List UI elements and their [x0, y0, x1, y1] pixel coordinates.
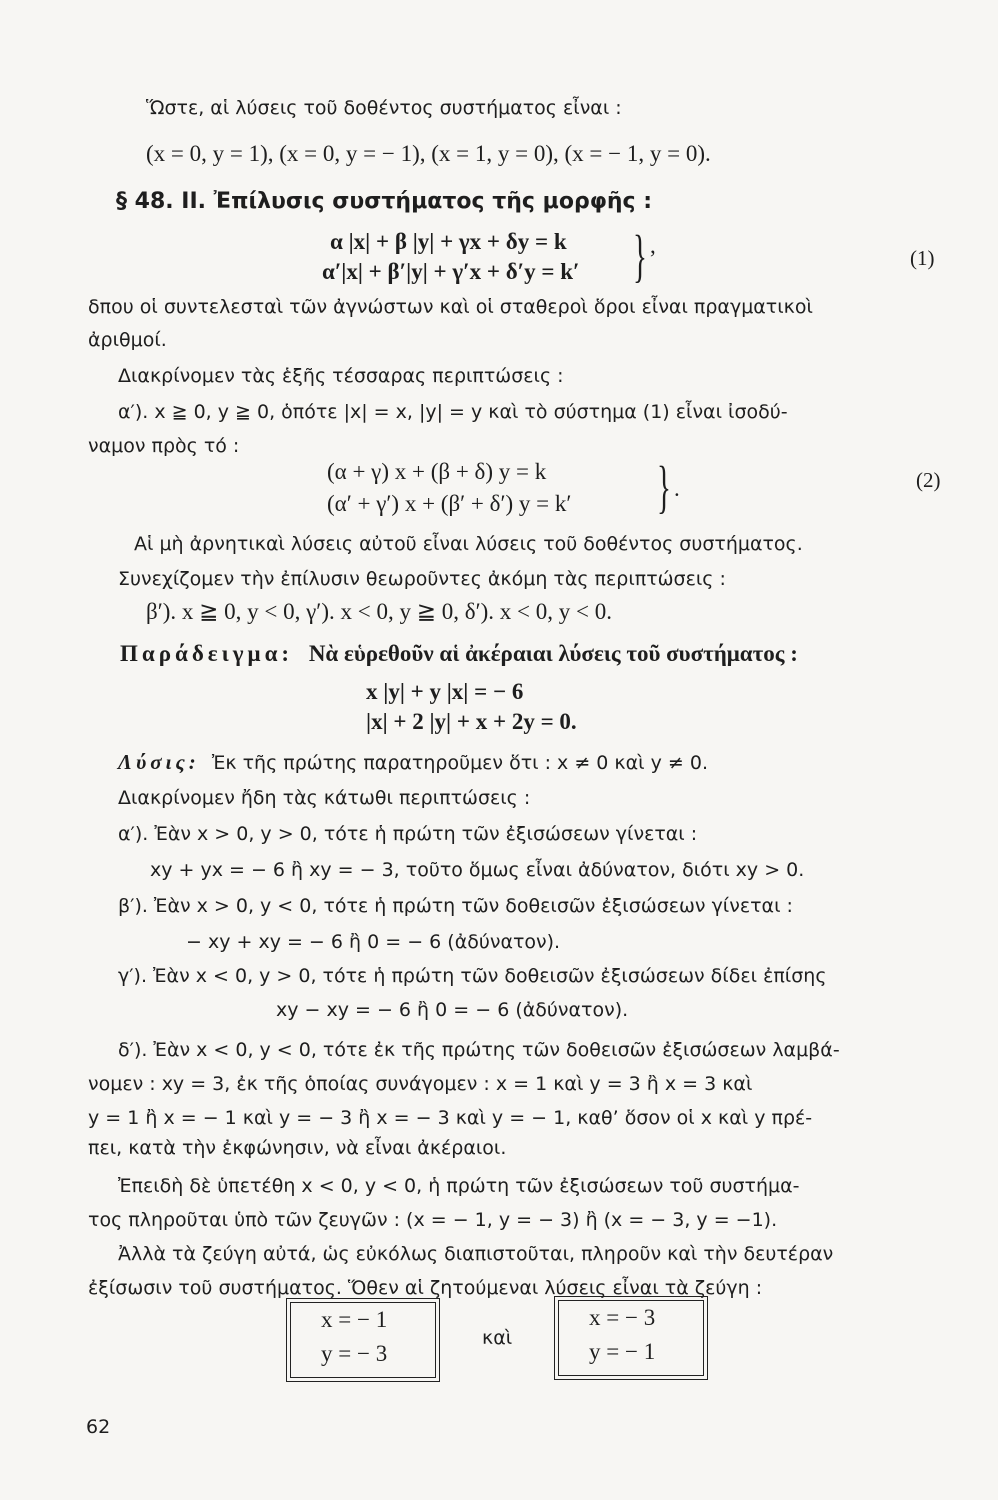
answer-x: x = − 1 — [321, 1307, 388, 1332]
text-line: xy + yx = − 6 ἢ xy = − 3, τοῦτο ὅμως εἶναι ἀδύνατον, διότι xy > 0. — [150, 859, 805, 881]
system2-eq2: (α′ + γ′) x + (β′ + δ′) y = k′ — [327, 491, 572, 516]
text-line: Ἀλλὰ τὰ ζεύγη αὐτά, ὡς εὐκόλως διαπιστοῦται, πληροῦν καὶ τὴν δευτέραν — [118, 1243, 834, 1265]
text-line: ἀριθμοί. — [88, 329, 167, 351]
text-line: Διακρίνομεν ἤδη τὰς κάτωθι περιπτώσεις : — [118, 787, 531, 809]
text-line: δ′). Ἐὰν x < 0, y < 0, τότε ἐκ τῆς πρώτης τῶν δοθεισῶν ἐξισώσεων λαμβά- — [118, 1039, 840, 1061]
text-line: Διακρίνομεν τὰς ἑξῆς τέσσαρας περιπτώσεις : — [118, 365, 564, 387]
text-line: α′). x ≧ 0, y ≧ 0, ὁπότε |x| = x, |y| = y καὶ τὸ σύστημα (1) εἶναι ἰσοδύ- — [118, 401, 788, 423]
cases-line: β′). x ≧ 0, y < 0, γ′). x < 0, y ≧ 0, δ′). x < 0, y < 0. — [146, 599, 612, 624]
example-label: Παράδειγμα: — [120, 641, 294, 666]
text-line: γ′). Ἐὰν x < 0, y > 0, τότε ἡ πρώτη τῶν δοθεισῶν ἐξισώσεων δίδει ἐπίσης — [118, 965, 827, 987]
example-eq2: |x| + 2 |y| + x + 2y = 0. — [366, 709, 577, 734]
text-line: β′). Ἐὰν x > 0, y < 0, τότε ἡ πρώτη τῶν δοθεισῶν ἐξισώσεων γίνεται : — [118, 895, 793, 917]
answer-box-2 — [554, 1296, 708, 1380]
answer-box-1 — [286, 1298, 440, 1382]
equation-label-2: (2) — [916, 468, 941, 492]
right-brace: } — [656, 454, 671, 519]
example-text: Νὰ εὑρεθοῦν αἱ ἀκέραιαι λύσεις τοῦ συστήματος : — [308, 641, 798, 666]
text-line: δπου οἱ συντελεσταὶ τῶν ἀγνώστων καὶ οἱ σταθεροὶ ὅροι εἶναι πραγματικοὶ — [88, 296, 813, 318]
text-line: νομεν : xy = 3, ἐκ τῆς ὁποίας συνάγομεν : x = 1 καὶ y = 3 ἢ x = 3 καὶ — [88, 1073, 753, 1095]
answer-y: y = − 1 — [589, 1339, 656, 1364]
system1-eq1: α |x| + β |y| + γx + δy = k — [330, 229, 567, 254]
solution-text: Ἐκ τῆς πρώτης παρατηροῦμεν ὅτι : x ≠ 0 καὶ y ≠ 0. — [211, 752, 708, 774]
text-line: Ὥστε, αἱ λύσεις τοῦ δοθέντος συστήματος εἶναι : — [146, 97, 622, 119]
answer-y: y = − 3 — [321, 1341, 388, 1366]
right-brace: } — [632, 223, 647, 288]
system2-dot: . — [674, 476, 680, 501]
answer-x: x = − 3 — [589, 1305, 656, 1330]
text-line: τος πληροῦται ὑπὸ τῶν ζευγῶν : (x = − 1, y = − 3) ἢ (x = − 3, y = −1). — [88, 1209, 778, 1231]
solution-line — [118, 748, 708, 777]
text-line: ναμον πρὸς τό : — [88, 435, 240, 457]
text-line: Συνεχίζομεν τὴν ἐπίλυσιν θεωροῦντες ἀκόμη τὰς περιπτώσεις : — [118, 568, 726, 590]
solution-label: Λύσις: — [118, 750, 200, 774]
text-line: α′). Ἐὰν x > 0, y > 0, τότε ἡ πρώτη τῶν ἐξισώσεων γίνεται : — [118, 823, 698, 845]
section-heading: § 48. II. Ἐπίλυσις συστήματος τῆς μορφῆς : — [116, 189, 653, 214]
system1-eq2: α′|x| + β′|y| + γ′x + δ′y = k′ — [322, 259, 580, 284]
answers-connector: καὶ — [482, 1327, 513, 1349]
text-line: πει, κατὰ τὴν ἐκφώνησιν, νὰ εἶναι ἀκέραιοι. — [88, 1137, 507, 1159]
system2-eq1: (α + γ) x + (β + δ) y = k — [327, 459, 547, 484]
text-line: Ἐπειδὴ δὲ ὑπετέθη x < 0, y < 0, ἡ πρώτη τῶν ἐξισώσεων τοῦ συστήμα- — [118, 1175, 800, 1197]
equation-label-1: (1) — [910, 246, 935, 270]
text-line: ἐξίσωσιν τοῦ συστήματος. Ὅθεν αἱ ζητούμεναι λύσεις εἶναι τὰ ζεύγη : — [88, 1277, 763, 1299]
text-line: Αἱ μὴ ἀρνητικαὶ λύσεις αὐτοῦ εἶναι λύσεις τοῦ δοθέντος συστήματος. — [134, 533, 803, 555]
system1-comma: , — [650, 233, 656, 258]
text-line: − xy + xy = − 6 ἢ 0 = − 6 (ἀδύνατον). — [186, 931, 561, 953]
example-eq1: x |y| + y |x| = − 6 — [366, 679, 524, 704]
example-line — [120, 640, 798, 668]
text-line: y = 1 ἢ x = − 1 καὶ y = − 3 ἢ x = − 3 καὶ y = − 1, καθ’ ὅσον οἱ x καὶ y πρέ- — [88, 1107, 813, 1129]
solutions-line: (x = 0, y = 1), (x = 0, y = − 1), (x = 1, y = 0), (x = − 1, y = 0). — [146, 141, 711, 166]
page-number: 62 — [86, 1416, 111, 1438]
text-line: xy − xy = − 6 ἢ 0 = − 6 (ἀδύνατον). — [276, 999, 629, 1021]
